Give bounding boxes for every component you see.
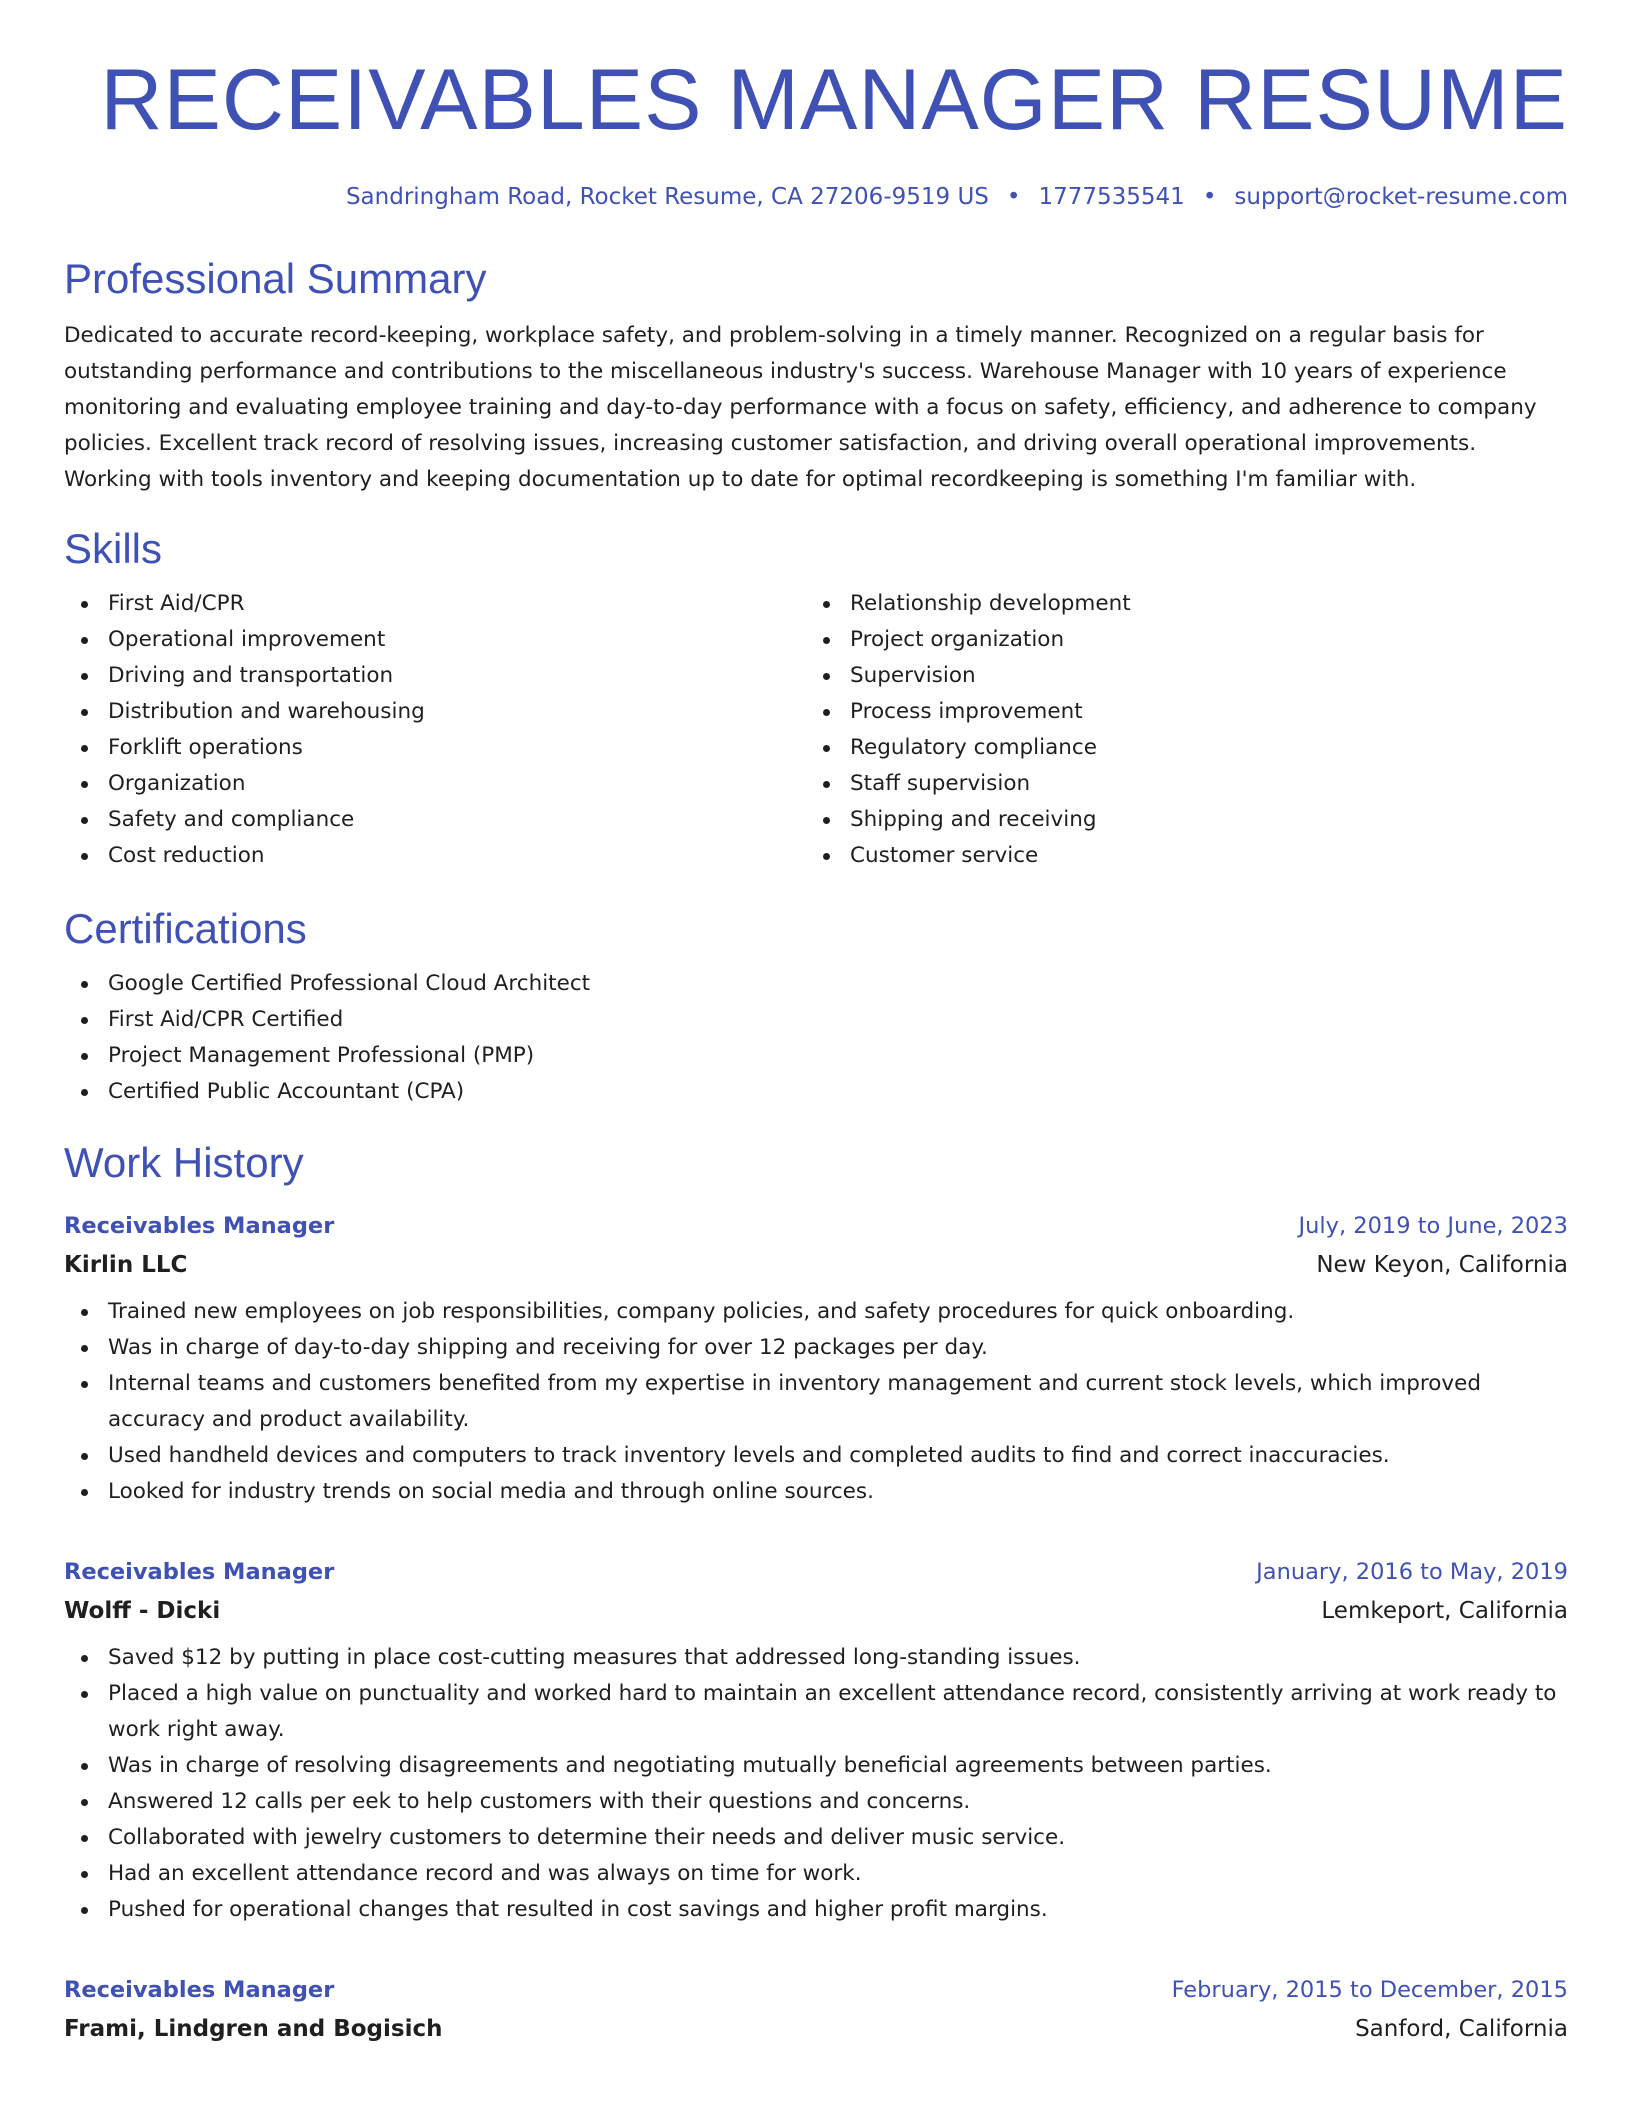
job-header-row: [64, 1972, 1568, 2008]
certification-item: Google Certified Professional Cloud Architect: [64, 966, 1568, 1002]
job-bullet: Trained new employees on job responsibilities, company policies, and safety procedures for quick onboarding.: [64, 1294, 1568, 1330]
job-bullet: Internal teams and customers benefited from my expertise in inventory management and current stock levels, which improved accuracy and product availability.: [64, 1366, 1568, 1438]
certifications-list: [64, 966, 1568, 1110]
certifications-heading: Certifications: [64, 905, 307, 952]
job-header-row: [64, 1554, 1568, 1590]
job-title: Receivables Manager: [64, 1977, 335, 2003]
skill-item: Cost reduction: [64, 838, 806, 874]
skills-list-right: [806, 586, 1548, 874]
job-bullet: Placed a high value on punctuality and worked hard to maintain an excellent attendance record, consistently arriving at work ready to work right away.: [64, 1676, 1568, 1748]
resume-title: RECEIVABLES MANAGER RESUME: [100, 52, 1568, 148]
skills-grid: [64, 586, 1568, 874]
job-company: Frami, Lindgren and Bogisich: [64, 2016, 443, 2042]
job-header-row: [64, 1208, 1568, 1244]
certification-item: First Aid/CPR Certified: [64, 1002, 1568, 1038]
job-company-row: [64, 1590, 1568, 1632]
job-location: Sanford, California: [1355, 2016, 1568, 2042]
work-history-section: [64, 1138, 1568, 2050]
skill-item: Regulatory compliance: [806, 730, 1548, 766]
skill-item: Process improvement: [806, 694, 1548, 730]
certification-item: Certified Public Accountant (CPA): [64, 1074, 1568, 1110]
skill-item: First Aid/CPR: [64, 586, 806, 622]
job-entry: [64, 1208, 1568, 1510]
summary-text: Dedicated to accurate record-keeping, workplace safety, and problem-solving in a timely manner. Recognized on a regular basis for outstanding performance and contributions to the miscellaneous industry's success. Warehouse Manager with 10 years of experience monitoring and evaluating employee training and day-to-day performance with a focus on safety, efficiency, and adherence to company policies. Excellent track record of resolving issues, increasing customer satisfaction, and driving overall operational improvements. Working with tools inventory and keeping documentation up to date for optimal recordkeeping is something I'm familiar with.: [64, 323, 1537, 492]
contact-line: [64, 182, 1568, 212]
skills-column-left: [64, 586, 806, 874]
job-bullet: Was in charge of day-to-day shipping and receiving for over 12 packages per day.: [64, 1330, 1568, 1366]
job-location: New Keyon, California: [1316, 1252, 1568, 1278]
job-title: Receivables Manager: [64, 1559, 335, 1585]
job-company: Kirlin LLC: [64, 1252, 188, 1278]
job-title: Receivables Manager: [64, 1213, 335, 1239]
job-entry: [64, 1554, 1568, 1928]
job-company: Wolff - Dicki: [64, 1598, 221, 1624]
skill-item: Project organization: [806, 622, 1548, 658]
job-company-row: [64, 1244, 1568, 1286]
job-bullet: Collaborated with jewelry customers to determine their needs and deliver music service.: [64, 1820, 1568, 1856]
skills-list-left: [64, 586, 806, 874]
job-dates: January, 2016 to May, 2019: [1256, 1559, 1568, 1585]
job-dates: February, 2015 to December, 2015: [1171, 1977, 1568, 2003]
skill-item: Safety and compliance: [64, 802, 806, 838]
skill-item: Relationship development: [806, 586, 1548, 622]
job-bullet: Was in charge of resolving disagreements and negotiating mutually beneficial agreements between parties.: [64, 1748, 1568, 1784]
skills-section: [64, 524, 1568, 874]
job-bullet: Used handheld devices and computers to track inventory levels and completed audits to find and correct inaccuracies.: [64, 1438, 1568, 1474]
skill-item: Distribution and warehousing: [64, 694, 806, 730]
contact-address: Sandringham Road, Rocket Resume, CA 27206-9519 US: [345, 184, 989, 210]
job-bullet: Answered 12 calls per eek to help customers with their questions and concerns.: [64, 1784, 1568, 1820]
skill-item: Forklift operations: [64, 730, 806, 766]
summary-section: [64, 254, 1568, 498]
skills-heading: Skills: [64, 525, 163, 572]
contact-email: support@rocket-resume.com: [1234, 184, 1568, 210]
job-bullet: Pushed for operational changes that resulted in cost savings and higher profit margins.: [64, 1892, 1568, 1928]
job-bullet: Looked for industry trends on social media and through online sources.: [64, 1474, 1568, 1510]
contact-separator: •: [1202, 184, 1217, 210]
job-bullet: Saved $12 by putting in place cost-cutting measures that addressed long-standing issues.: [64, 1640, 1568, 1676]
job-location: Lemkeport, California: [1321, 1598, 1568, 1624]
work-history-heading: Work History: [64, 1139, 304, 1186]
skill-item: Staff supervision: [806, 766, 1548, 802]
summary-heading: Professional Summary: [64, 255, 487, 302]
job-bullet: Had an excellent attendance record and was always on time for work.: [64, 1856, 1568, 1892]
certifications-section: [64, 904, 1568, 1110]
job-bullets: [64, 1294, 1568, 1510]
contact-separator: •: [1006, 184, 1021, 210]
skill-item: Supervision: [806, 658, 1548, 694]
job-entry: [64, 1972, 1568, 2050]
job-company-row: [64, 2008, 1568, 2050]
skill-item: Organization: [64, 766, 806, 802]
contact-phone: 1777535541: [1038, 184, 1185, 210]
skill-item: Customer service: [806, 838, 1548, 874]
job-bullets: [64, 1640, 1568, 1928]
certification-item: Project Management Professional (PMP): [64, 1038, 1568, 1074]
skill-item: Driving and transportation: [64, 658, 806, 694]
skills-column-right: [806, 586, 1548, 874]
job-dates: July, 2019 to June, 2023: [1298, 1213, 1568, 1239]
skill-item: Operational improvement: [64, 622, 806, 658]
resume-header: [64, 0, 1568, 212]
skill-item: Shipping and receiving: [806, 802, 1548, 838]
